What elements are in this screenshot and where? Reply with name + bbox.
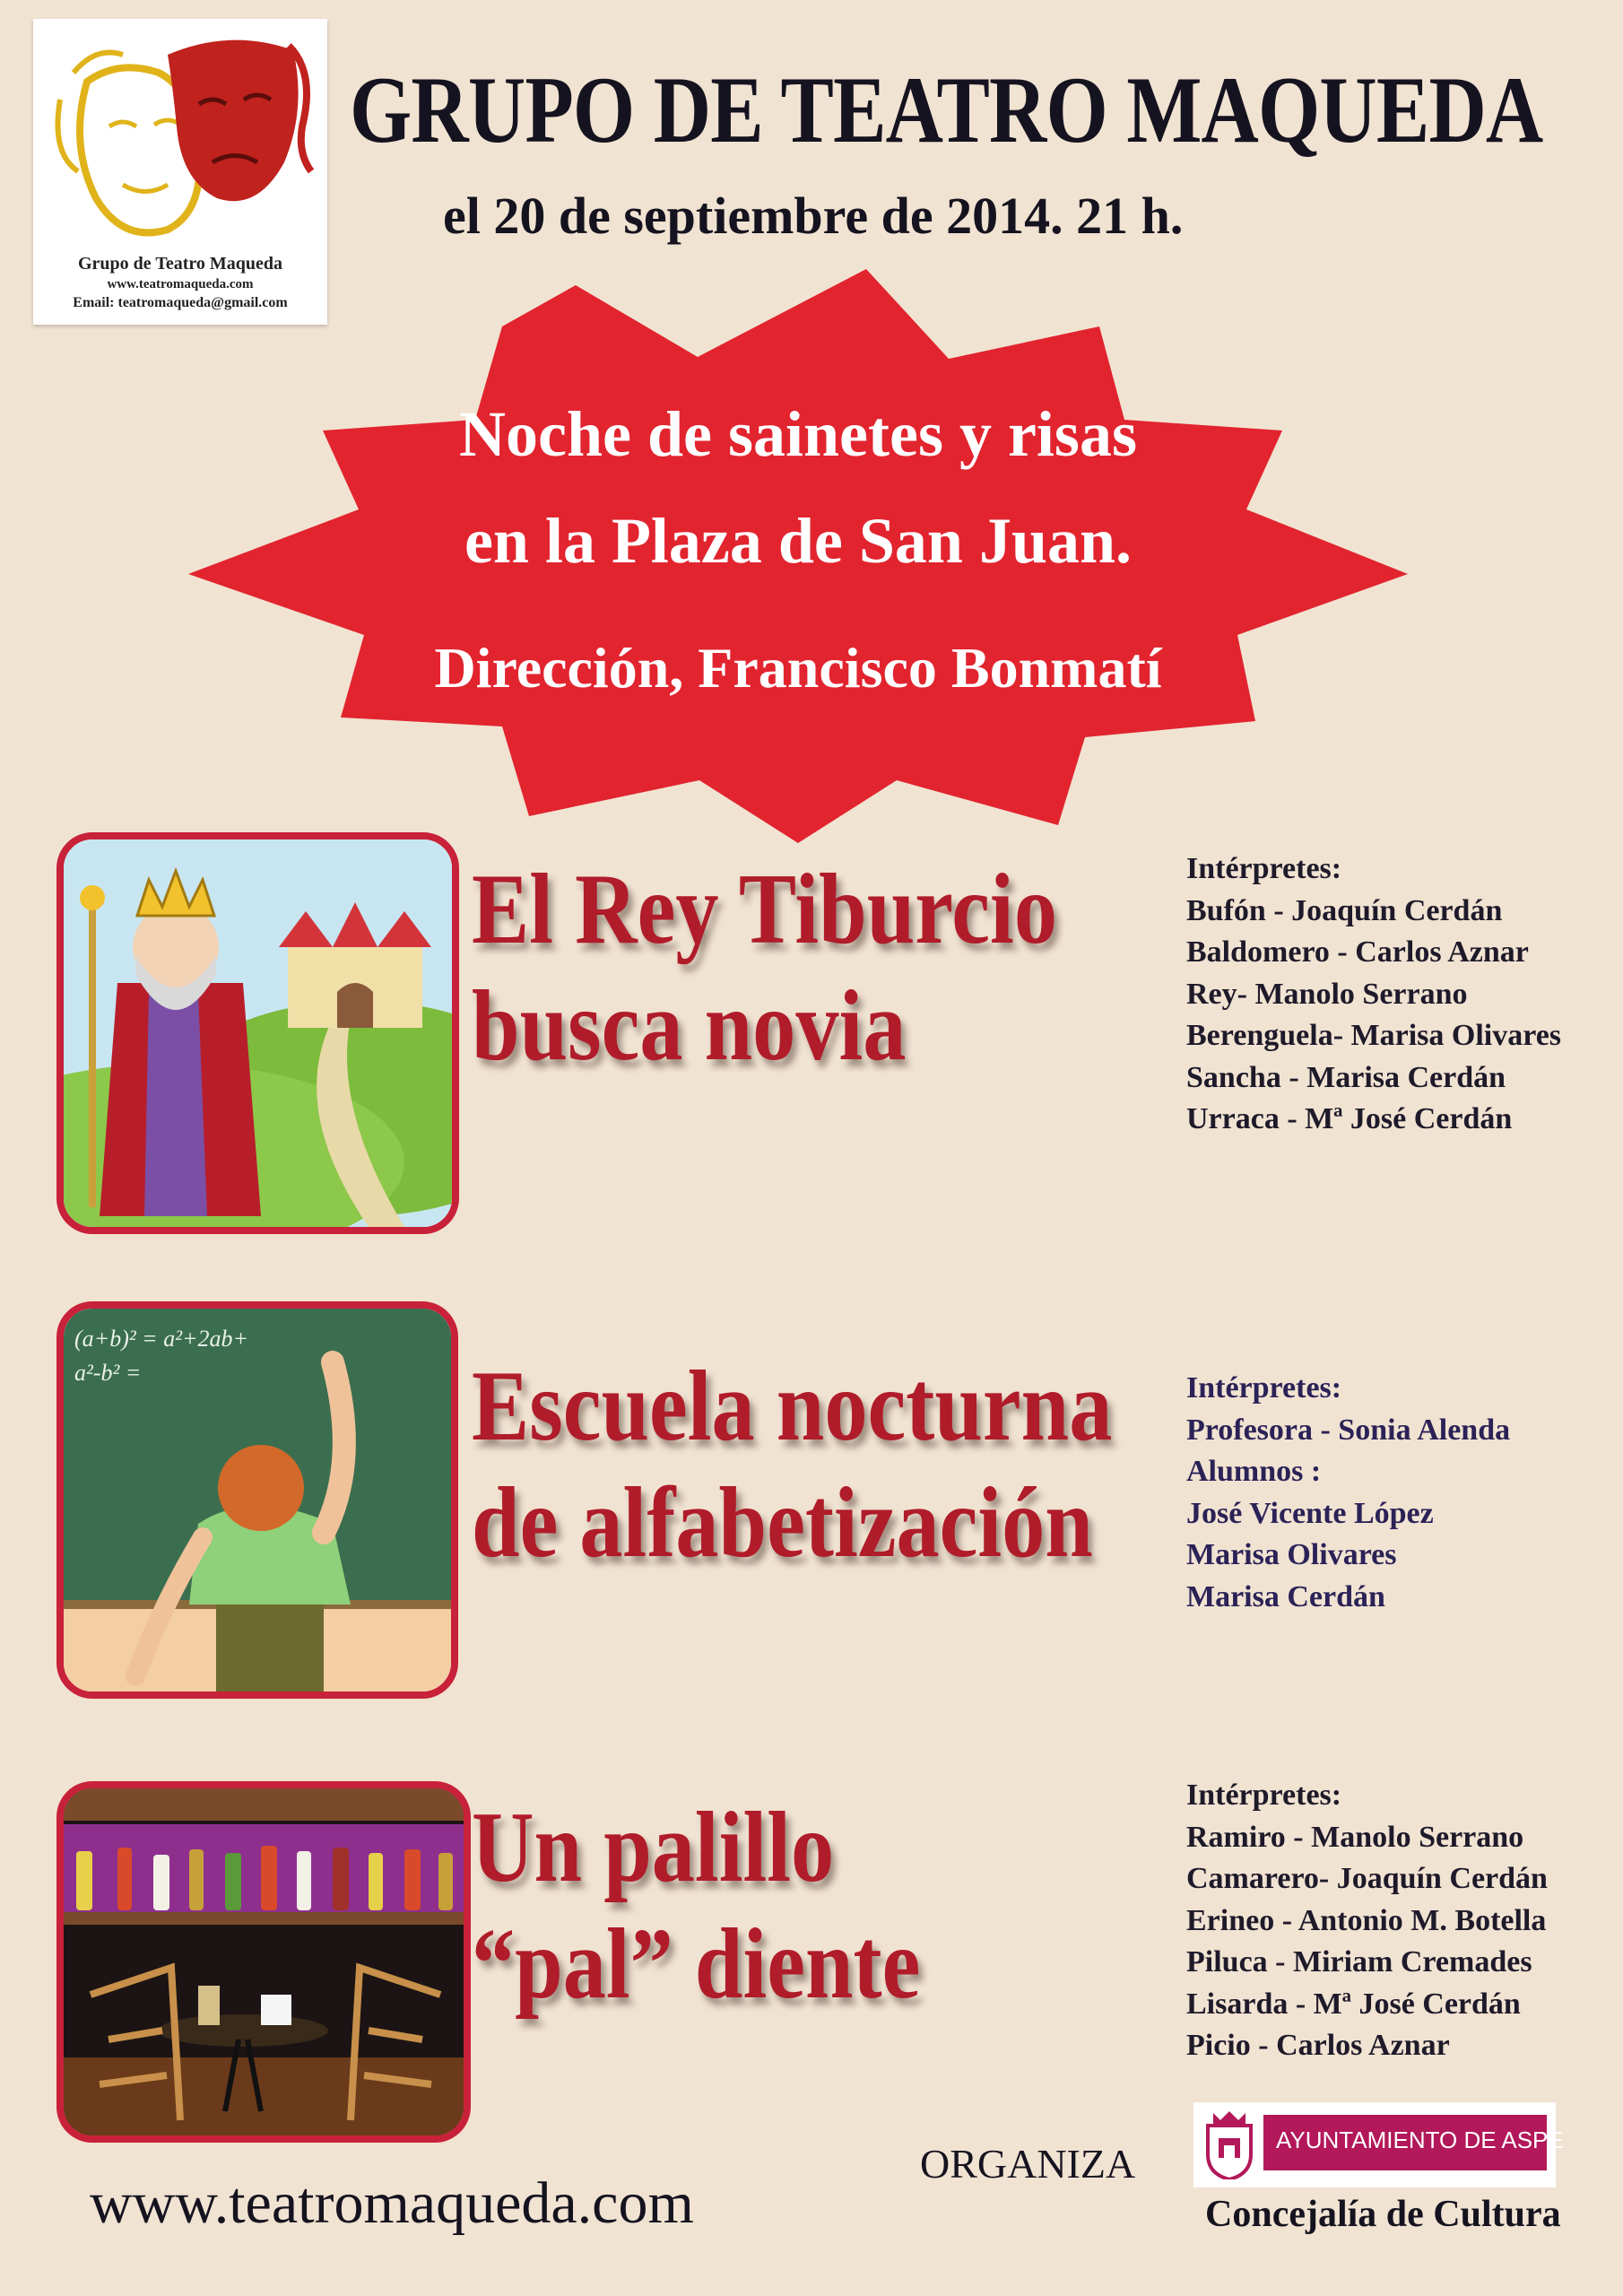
blackboard-formula-2: a²-b² = — [74, 1360, 142, 1386]
play-title-line: de alfabetización — [472, 1467, 1093, 1578]
cast-item: Bufón - Joaquín Cerdán — [1186, 893, 1503, 927]
cast-item: José Vicente López — [1186, 1496, 1434, 1530]
cast-list — [1186, 1368, 1510, 1618]
blackboard-formula-1: (a+b)² = a²+2ab+ — [74, 1326, 249, 1352]
coat-of-arms-icon — [1204, 2109, 1254, 2179]
king-illustration — [56, 832, 459, 1234]
play-title-escuela-nocturna — [472, 1351, 1113, 1578]
play-title-line: busca novia — [472, 970, 907, 1082]
play-title-line: Un palillo — [472, 1792, 835, 1903]
ayuntamiento-aspe-logo — [1193, 2102, 1564, 2187]
cast-item: Rey- Manolo Serrano — [1186, 977, 1468, 1011]
logo-group-name: Grupo de Teatro Maqueda — [78, 254, 282, 274]
play-title-line: El Rey Tiburcio — [472, 854, 1057, 965]
play-title-line: “pal” diente — [472, 1909, 921, 2020]
play-title-line: Escuela nocturna — [472, 1351, 1113, 1462]
theatre-masks-icon — [33, 19, 327, 254]
cast-item: Alumnos : — [1186, 1455, 1322, 1488]
organiza-label: ORGANIZA — [920, 2141, 1136, 2187]
organizer-name: AYUNTAMIENTO DE ASPE — [1276, 2126, 1564, 2153]
cast-heading: Intérpretes: — [1186, 1371, 1342, 1405]
cast-item: Picio - Carlos Aznar — [1186, 2029, 1450, 2062]
bar-illustration — [56, 1781, 471, 2143]
cast-item: Marisa Olivares — [1186, 1538, 1397, 1571]
burst-headline-line2: en la Plaza de San Juan. — [464, 505, 1133, 577]
cast-item: Erineo - Antonio M. Botella — [1186, 1903, 1547, 1937]
cast-item: Profesora - Sonia Alenda — [1186, 1413, 1511, 1447]
cast-heading: Intérpretes: — [1186, 852, 1342, 885]
cast-item: Sancha - Marisa Cerdán — [1186, 1060, 1506, 1094]
burst-headline-line1: Noche de sainetes y risas — [459, 398, 1137, 470]
event-date: el 20 de septiembre de 2014. 21 h. — [443, 187, 1184, 245]
cast-list — [1186, 848, 1561, 1141]
cast-item: Lisarda - Mª José Cerdán — [1186, 1987, 1521, 2021]
cast-item: Camarero- Joaquín Cerdán — [1186, 1862, 1548, 1895]
burst-director: Dirección, Francisco Bonmatí — [434, 636, 1162, 700]
logo-email: Email: teatromaqueda@gmail.com — [73, 295, 288, 310]
cast-item: Berenguela- Marisa Olivares — [1186, 1019, 1562, 1052]
page-title: GRUPO DE TEATRO MAQUEDA — [350, 57, 1543, 162]
blackboard-illustration — [56, 1301, 458, 1699]
cast-heading: Intérpretes: — [1186, 1779, 1342, 1812]
play-title-rey-tiburcio — [472, 854, 1057, 1082]
logo-website: www.teatromaqueda.com — [107, 277, 254, 291]
cast-item: Marisa Cerdán — [1186, 1579, 1385, 1613]
cast-list — [1186, 1775, 1548, 2067]
footer-website-link[interactable]: www.teatromaqueda.com — [90, 2170, 694, 2236]
cast-item: Ramiro - Manolo Serrano — [1186, 1820, 1524, 1854]
cast-item: Urraca - Mª José Cerdán — [1186, 1102, 1513, 1135]
play-title-un-palillo — [472, 1792, 921, 2020]
cast-item: Baldomero - Carlos Aznar — [1186, 935, 1529, 969]
cast-item: Piluca - Miriam Cremades — [1186, 1945, 1532, 1979]
culture-department: Concejalía de Cultura — [1205, 2194, 1561, 2235]
